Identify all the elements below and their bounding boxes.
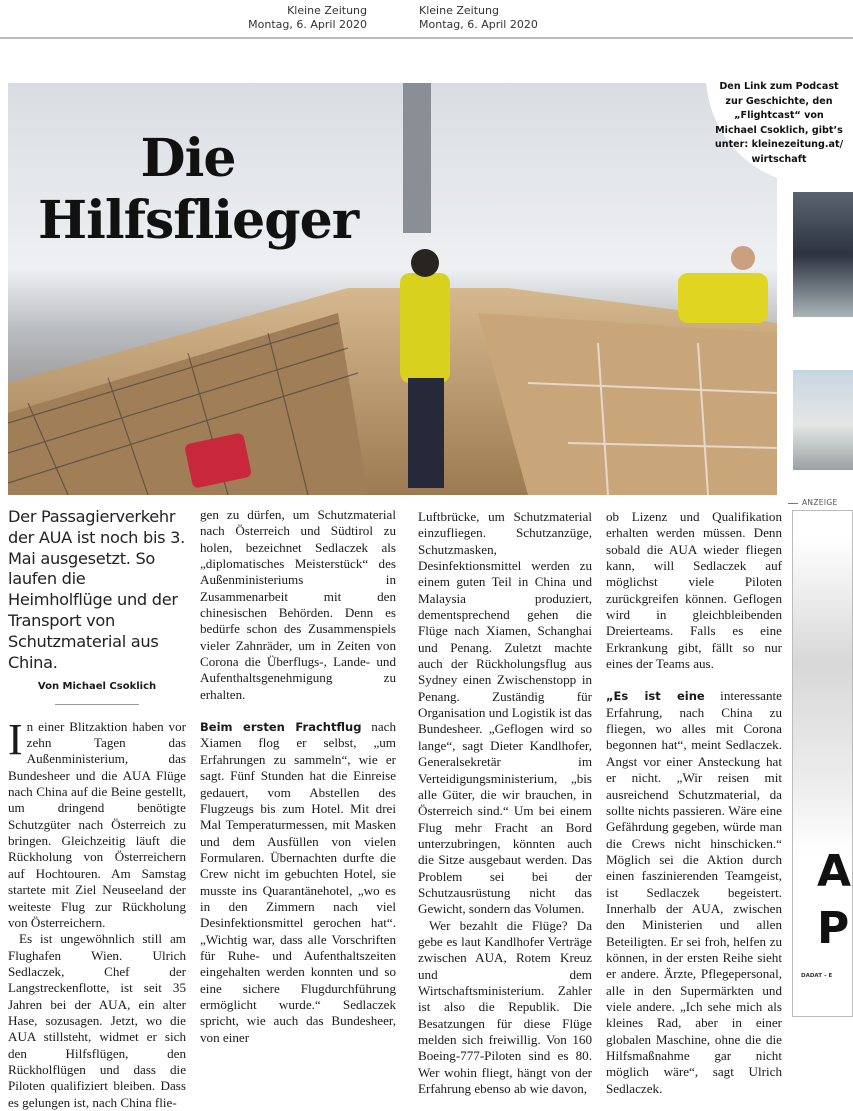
byline: Von Michael Csoklich	[37, 681, 157, 693]
issue-date: Montag, 6. April 2020	[248, 18, 367, 31]
byline-divider	[55, 704, 139, 705]
body-paragraph: Luftbrücke, um Schutzmaterial einzufliegen. Schutzanzüge, Schutzmasken, Desinfektionsmittel werden zu einem guten Teil in China und Malaysia produziert, dementsprechend gehen die Flüge nach Xiamen, Schanghai und Penang. Zuletzt machte auch der Rückholungsflug aus Sydney einen Zwischenstopp in Penang. Zuständig für Organisation und Logistik ist das Bundesheer. „Geflogen wird so lange“, sagt Dieter Kandlhofer, Generalsekretär im Verteidigungsministerium, „bis alle Güter, die wir brauchen, in Österreich sind.“ Um bei einem Flug mehr Fracht an Bord unterzubringen, könnten auch die Sitze ausgebaut werden. Das Problem sei bei der Schutzausrüstung nicht das Gewicht, sondern das Volumen.	[418, 509, 592, 917]
subheading: „Es ist eine	[606, 689, 705, 704]
ad-headline-letter: A	[817, 846, 852, 897]
body-paragraph: gen zu dürfen, um Schutzmaterial nach Österreich und Südtirol zu holen, bezeichnet Sedlaczek als „diplomatisches Meisterstück“ des Außenministeriums in Zusammenarbeit mit den chinesischen Behörden. Denn es bedürfe schon des Zusammenspiels vieler Zahnräder, um in Zeiten von Corona die Überflugs-, Lande- und Aufenthaltsgenehmigung zu erhalten.	[200, 507, 396, 702]
title-line: Hilfsflieger	[38, 190, 359, 251]
article-column-1	[8, 507, 186, 1111]
body-paragraph: Wer bezahlt die Flüge? Da gebe es laut Kandlhofer Verträge zwischen AUA, Rotem Kreuz und dem Wirtschaftsministerium. Zahler ist also die Republik. Die Besatzungen für diese Flüge melden sich freiwillig. Von 160 Boeing-777-Piloten sind es 80. Wer wohin fliegt, hängt von der Erfahrung ebenso ab wie davon,	[418, 917, 592, 1097]
body-paragraph: nach Xiamen flog er selbst, „um Erfahrungen zu sammeln“, wie er sagt. Fünf Stunden hat die Einreise gedauert, vom Abstellen des Flugzeugs bis zum Hotel. Mit drei Mal Temperaturmessen, mit Masken und dem Ausfüllen von vielen Formularen. Übernachten durfte die Crew nicht im gebuchten Hotel, sie musste ins Quarantänehotel, „wo es in den Zimmern nach viel Desinfektionsmittel gerochen hat“. „Wichtig war, dass alle Vorschriften für Ruhe- und Aufenthaltszeiten eingehalten werden konnten und so eine sichere Flugdurchführung ermöglicht wurde.“ Sedlaczek spricht, wie auch das Bundesheer, von einer	[200, 719, 396, 1045]
newspaper-name: Kleine Zeitung	[287, 4, 367, 17]
body-paragraph: interessante Erfahrung, nach China zu fliegen, wo alles mit Corona begonnen hat“, meint Sedlaczek. Angst vor einer Ansteckung hat er nicht. „Wir reisen mit ausreichend Schutzmaterial, da sollte nichts passieren. Wäre eine Gefährdung gegeben, würde man die Crews nicht hinschicken.“ Möglich sei die Aktion durch einen faszinierenden Teamgeist, ist Sedlaczek begeistert. Innerhalb der AUA, zwischen den Ministerien und allen Beteiligten. Er sei froh, helfen zu können, in der ersten Reihe sieht er andere. Ärzte, Pflegepersonal, alle in den Supermärkten und viele andere. „Ich sehe mich als kleines Rad, aber in einer globalen Maschine, ohne die die Hilfsmaßnahme gar nicht möglich wäre“, sagt Ulrich Sedlaczek.	[606, 688, 782, 1096]
title-line: Die	[140, 128, 236, 189]
podcast-note: Den Link zum Podcast zur Geschichte, den „Flightcast“ von Michael Csoklich, gibt’s unter: kleinezeitung.at/ wirtschaft	[714, 81, 844, 165]
page-header-left	[248, 4, 367, 32]
advertisement[interactable]	[792, 510, 853, 1017]
adjacent-photo	[793, 192, 853, 317]
ad-label: ANZEIGE	[788, 498, 837, 507]
header-divider	[0, 37, 853, 39]
article-column-3	[418, 509, 592, 1097]
drop-cap: I	[8, 714, 23, 764]
body-paragraph: n einer Blitzaktion haben vor zehn Tagen das Außenministerium, das Bundesheer und die AUA Flüge nach China auf die Beine gestellt, um dringend benötigte Schutzgüter nach Österreich zu bringen. Gleichzeitig läuft die Rückholung von Österreichern auf Hochtouren. Am Samstag startete mit Ziel Neuseeland der weiteste Flug zur Rückholung von Österreichern.	[8, 718, 186, 930]
issue-date: Montag, 6. April 2020	[419, 18, 538, 31]
adjacent-photo	[793, 370, 853, 470]
page-header-right	[419, 4, 538, 32]
ad-footer-text: DADAT – E	[801, 973, 833, 979]
body-paragraph: ob Lizenz und Qualifikation erhalten werden müssen. Denn sobald die AUA wieder fliegen kann, will Sedlaczek auf möglichst viele Piloten zurückgreifen können. Geflogen wird in gleichbleibenden Dreierteams. Falls es eine Erkrankung gibt, fällt so nur eines der Teams aus.	[606, 509, 782, 672]
newspaper-name: Kleine Zeitung	[419, 4, 499, 17]
article-column-2	[200, 507, 396, 1046]
subheading: Beim ersten Frachtflug	[200, 720, 362, 735]
article-title	[38, 128, 359, 252]
article-lead: Der Passagierverkehr der AUA ist noch bis 3. Mai ausgesetzt. So laufen die Heimholflüge und der Transport von Schutzmaterial aus China.	[8, 507, 185, 672]
article-column-4	[606, 509, 782, 1097]
ad-headline-letter: P	[817, 903, 850, 954]
body-paragraph: Es ist ungewöhnlich still am Flughafen Wien. Ulrich Sedlaczek, Chef der Langstreckenflotte, ist seit 35 Jahren bei der AUA, ein alter Hase, sozusagen. Jetzt, wo die AUA stillsteht, widmet er sich den Hilfsflügen, den Rückholflügen und dass die Piloten qualifiziert bleiben. Dass es gelungen ist, nach China flie-	[8, 931, 186, 1110]
